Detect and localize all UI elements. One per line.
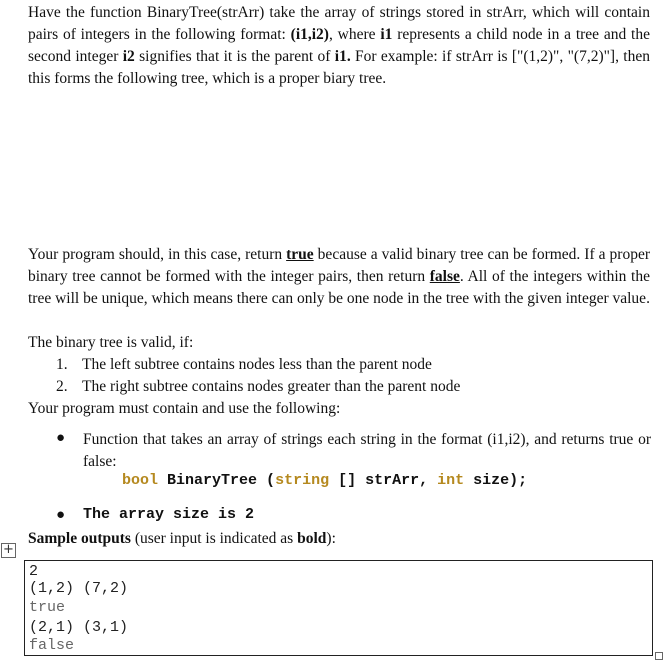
format-bold: (i1,i2) <box>290 26 329 43</box>
result-text: Your program should, in this case, return <box>28 246 287 263</box>
intro-text: , where <box>328 26 381 43</box>
rule-number: 2. <box>56 378 68 395</box>
result-paragraph <box>28 244 650 310</box>
sample-note-bold: bold <box>297 530 327 547</box>
result-text: . All of the integers within the tree will be unique, which means there can only be one node in the tree with the given integer value. <box>28 268 650 307</box>
intro-text: signifies that it is the parent of <box>134 48 335 65</box>
valid-intro: The binary tree is valid, if: <box>28 334 194 351</box>
console-line: 2 <box>29 563 39 580</box>
sample-note: ): <box>326 530 336 547</box>
sig-end: size); <box>464 472 528 489</box>
rule-item <box>56 376 460 398</box>
intro-paragraph <box>28 2 650 90</box>
sig-type: string <box>275 472 330 489</box>
console-line: (2,1) (3,1) <box>29 619 129 636</box>
rule-text: The left subtree contains nodes less than the parent node <box>82 356 432 373</box>
console-line: false <box>29 637 75 654</box>
true-keyword: true <box>286 246 314 263</box>
sig-type: int <box>437 472 465 489</box>
sig-name: BinaryTree ( <box>167 472 276 489</box>
sample-heading-line <box>28 528 336 550</box>
rule-item <box>56 354 432 376</box>
console-line: (1,2) (7,2) <box>29 580 129 597</box>
console-line: true <box>29 599 66 616</box>
sig-params: [] strArr, <box>338 472 438 489</box>
bullet-icon: ● <box>56 430 66 446</box>
false-keyword: false <box>429 268 460 285</box>
sig-type: bool <box>122 472 159 489</box>
i1-bold: i1 <box>380 26 393 43</box>
result-text: because a valid binary tree can be formed. If a proper binary tree cannot be formed with the integer pairs, then return <box>28 246 650 285</box>
resize-handle-icon[interactable] <box>655 652 663 660</box>
must-contain: Your program must contain and use the following: <box>28 400 341 417</box>
sample-heading: Sample outputs <box>28 530 131 547</box>
rule-text: The right subtree contains nodes greater than the parent node <box>82 378 461 395</box>
function-signature <box>122 472 527 489</box>
rule-number: 1. <box>56 356 68 373</box>
i1-bold: i1. <box>334 48 351 65</box>
intro-text: represents a child node in a tree and the second integer <box>28 26 650 65</box>
array-size-requirement: The array size is 2 <box>83 506 255 523</box>
intro-text: For example: if strArr is ["(1,2)", "(7,2)"], then this forms the following tree, which is a proper biary tree. <box>28 48 650 87</box>
sample-note: (user input is indicated as <box>130 530 298 547</box>
function-requirement: Function that takes an array of strings each string in the format (i1,i2), and returns true or false: <box>83 431 651 470</box>
move-handle-icon[interactable]: + <box>1 543 16 558</box>
console-output-box <box>24 560 653 656</box>
bullet-icon: ● <box>56 507 66 523</box>
i2-bold: i2 <box>122 48 135 65</box>
intro-text: Have the function BinaryTree(strArr) take the array of strings stored in strArr, which will contain pairs of integers in the following format: <box>28 4 650 43</box>
